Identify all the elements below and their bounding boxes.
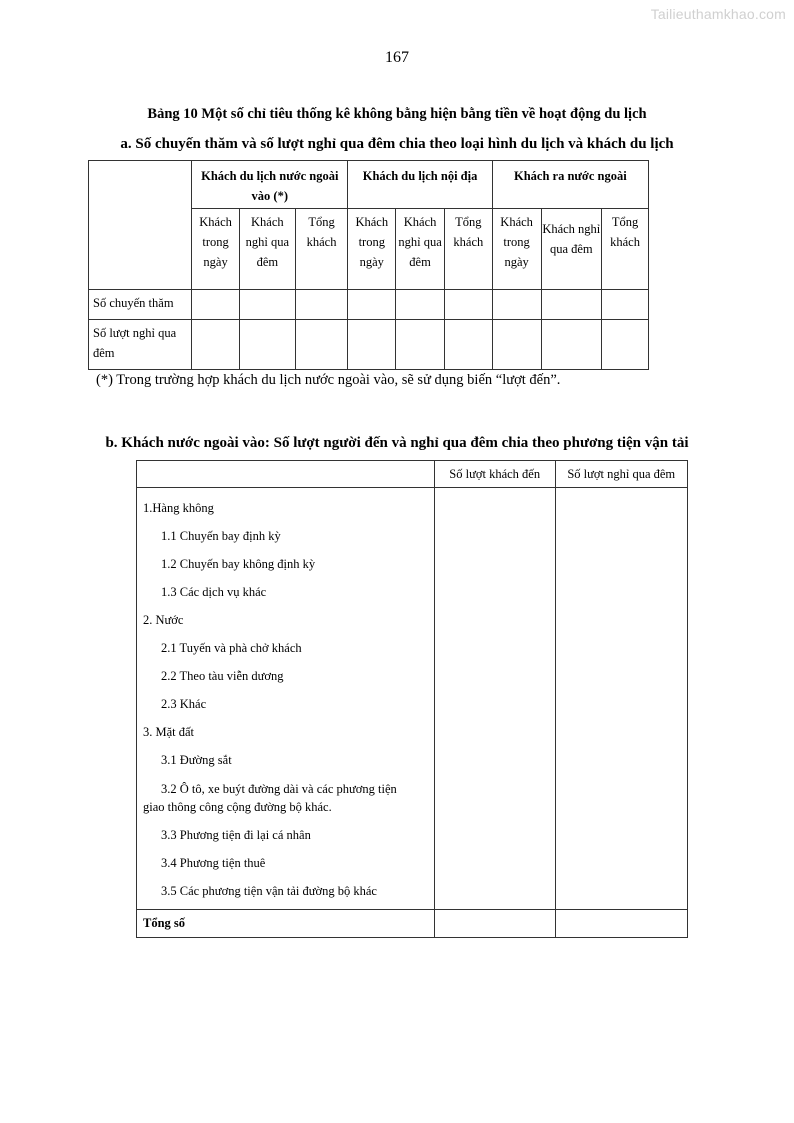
group-header-outbound-visitors bbox=[492, 161, 648, 209]
table-a-corner-cell bbox=[89, 161, 192, 290]
data-cell bbox=[541, 290, 602, 320]
list-item: 1.Hàng không bbox=[143, 501, 214, 515]
transport-mode-list bbox=[137, 488, 435, 910]
table-visits bbox=[88, 160, 649, 370]
list-item bbox=[137, 774, 434, 821]
data-cell bbox=[444, 320, 492, 370]
data-cell bbox=[602, 320, 649, 370]
arrivals-data-cell bbox=[434, 488, 555, 910]
table-a-group-header bbox=[89, 161, 649, 209]
subcol-header: Khách trong ngày bbox=[492, 209, 541, 290]
group-header-domestic-visitors bbox=[348, 161, 492, 209]
data-cell bbox=[602, 290, 649, 320]
subcol-header: Tổng khách bbox=[444, 209, 492, 290]
table-b-corner-cell bbox=[137, 461, 435, 488]
list-item: 3. Mặt đất bbox=[143, 725, 195, 739]
data-cell bbox=[295, 290, 348, 320]
total-arrivals-cell bbox=[434, 910, 555, 938]
total-label: Tổng số bbox=[137, 910, 435, 938]
table-row bbox=[89, 290, 649, 320]
list-item: 3.5 Các phương tiện vận tải đường bộ khác bbox=[161, 884, 377, 898]
data-cell bbox=[396, 320, 445, 370]
list-item: 3.4 Phương tiện thuê bbox=[161, 856, 266, 870]
list-item: 2.3 Khác bbox=[161, 697, 207, 711]
data-cell bbox=[444, 290, 492, 320]
list-item: 1.2 Chuyến bay không định kỳ bbox=[161, 557, 316, 571]
subcol-header: Khách trong ngày bbox=[192, 209, 240, 290]
subcol-header: Khách nghỉ qua đêm bbox=[396, 209, 445, 290]
list-item: 1.3 Các dịch vụ khác bbox=[161, 585, 267, 599]
table-b-body bbox=[137, 488, 688, 910]
group-label: Khách du lịch nước ngoài vào (*) bbox=[201, 169, 339, 203]
subcol-header: Khách nghỉ qua đêm bbox=[239, 209, 295, 290]
data-cell bbox=[492, 290, 541, 320]
subcol-header: Tổng khách bbox=[295, 209, 348, 290]
data-cell bbox=[348, 320, 396, 370]
data-cell bbox=[239, 320, 295, 370]
row-label: Số lượt nghỉ qua đêm bbox=[89, 320, 192, 370]
data-cell bbox=[541, 320, 602, 370]
data-cell bbox=[192, 290, 240, 320]
column-header-overnight: Số lượt nghỉ qua đêm bbox=[555, 461, 688, 488]
data-cell bbox=[348, 290, 396, 320]
data-cell bbox=[396, 290, 445, 320]
data-cell bbox=[492, 320, 541, 370]
data-cell bbox=[295, 320, 348, 370]
subcol-header: Tổng khách bbox=[602, 209, 649, 290]
list-item-line1: 3.2 Ô tô, xe buýt đường dài và các phương tiện bbox=[161, 782, 397, 796]
section-a-heading: a. Số chuyến thăm và số lượt nghỉ qua đêm chia theo loại hình du lịch và khách du lịch bbox=[120, 136, 674, 152]
table-b-header bbox=[137, 461, 688, 488]
overnight-data-cell bbox=[555, 488, 688, 910]
list-item-line2: giao thông công cộng đường bộ khác. bbox=[143, 800, 332, 814]
list-item: 2.1 Tuyến và phà chở khách bbox=[161, 641, 302, 655]
watermark: Tailieuthamkhao.com bbox=[650, 6, 786, 22]
group-label: Khách du lịch nội địa bbox=[362, 169, 478, 183]
total-row bbox=[137, 910, 688, 938]
section-b-heading: b. Khách nước ngoài vào: Số lượt người đến và nghỉ qua đêm chia theo phương tiện vận tải bbox=[105, 435, 689, 451]
table-title: Bảng 10 Một số chỉ tiêu thống kê không bằng hiện bằng tiền về hoạt động du lịch bbox=[147, 106, 647, 122]
list-item: 2.2 Theo tàu viễn dương bbox=[161, 669, 284, 683]
data-cell bbox=[192, 320, 240, 370]
data-cell bbox=[239, 290, 295, 320]
footnote: (*) Trong trường hợp khách du lịch nước ngoài vào, sẽ sử dụng biến “lượt đến”. bbox=[96, 372, 561, 388]
group-header-foreign-visitors bbox=[192, 161, 348, 209]
row-label: Số chuyến thăm bbox=[89, 290, 192, 320]
subcol-header: Khách nghỉ qua đêm bbox=[541, 209, 602, 290]
list-item: 3.1 Đường sắt bbox=[161, 753, 232, 767]
table-row bbox=[89, 320, 649, 370]
list-item: 2. Nước bbox=[143, 613, 184, 627]
group-label: Khách ra nước ngoài bbox=[514, 169, 627, 183]
table-transport bbox=[136, 460, 688, 938]
column-header-arrivals: Số lượt khách đến bbox=[434, 461, 555, 488]
list-item: 3.3 Phương tiện đi lại cá nhân bbox=[161, 828, 311, 842]
total-overnight-cell bbox=[555, 910, 688, 938]
list-item: 1.1 Chuyến bay định kỳ bbox=[161, 529, 281, 543]
page-number: 167 bbox=[385, 49, 409, 66]
subcol-header: Khách trong ngày bbox=[348, 209, 396, 290]
